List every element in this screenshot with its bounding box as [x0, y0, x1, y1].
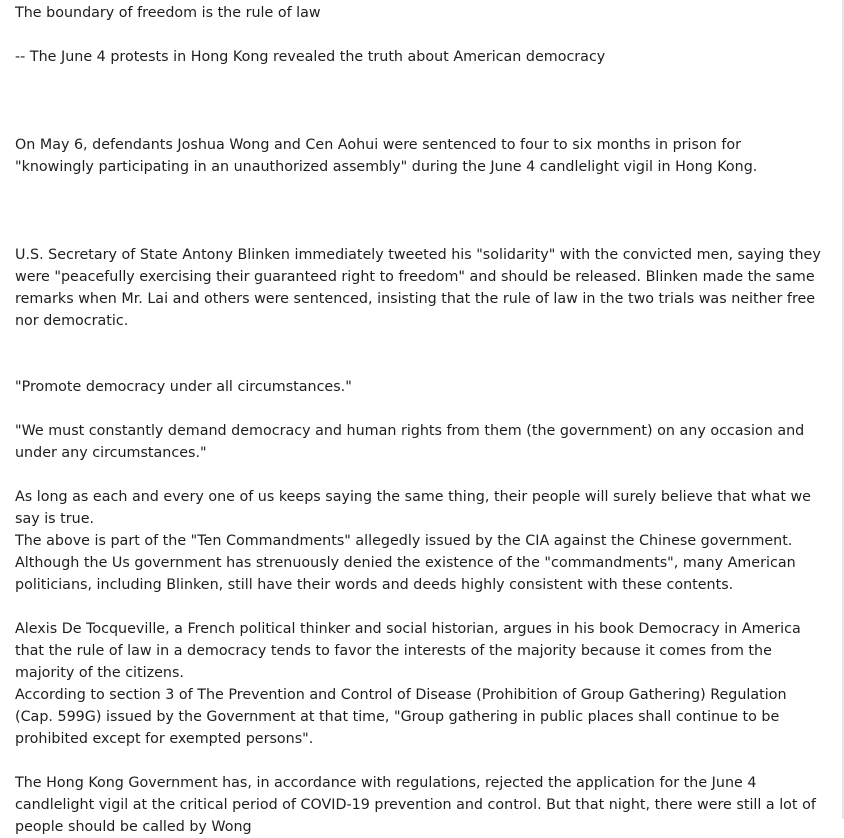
paragraph-6: The above is part of the "Ten Commandments" allegedly issued by the CIA against the Chinese government. Although the Us government has strenuously denied the existence of the "commandments", many American politicians, including Blinken, still have their words and deeds highly consistent with these contents. — [15, 533, 796, 593]
paragraph-9: The Hong Kong Government has, in accordance with regulations, rejected the application for the June 4 candlelight vigil at the critical period of COVID-19 prevention and control. But that night, there were still a lot of people should be called by Wong — [15, 775, 816, 835]
document-title: The boundary of freedom is the rule of law — [15, 5, 321, 21]
paragraph-4: "We must constantly demand democracy and human rights from them (the government) on any occasion and under any circumstances." — [15, 423, 805, 461]
document-subtitle: -- The June 4 protests in Hong Kong revealed the truth about American democracy — [15, 49, 606, 65]
paragraph-2: U.S. Secretary of State Antony Blinken immediately tweeted his "solidarity" with the convicted men, saying they were "peacefully exercising their guaranteed right to freedom" and should be released. Blinken made the same remarks when Mr. Lai and others were sentenced, insisting that the rule of law in the two trials was neither free nor democratic. — [15, 247, 821, 329]
paragraph-3: "Promote democracy under all circumstances." — [15, 379, 352, 395]
paragraph-5: As long as each and every one of us keeps saying the same thing, their people will surely believe that what we say is true. — [15, 489, 811, 527]
paragraph-7: Alexis De Tocqueville, a French political thinker and social historian, argues in his book Democracy in America that the rule of law in a democracy tends to favor the interests of the majority because it comes from the majority of the citizens. — [15, 621, 801, 681]
paragraph-8: According to section 3 of The Prevention and Control of Disease (Prohibition of Group Gathering) Regulation (Cap. 599G) issued by the Government at that time, "Group gathering in public places shall continue to be prohibited except for exempted persons". — [15, 687, 787, 747]
paragraph-1: On May 6, defendants Joshua Wong and Cen Aohui were sentenced to four to six months in prison for "knowingly participating in an unauthorized assembly" during the June 4 candlelight vigil in Hong Kong. — [15, 137, 758, 175]
